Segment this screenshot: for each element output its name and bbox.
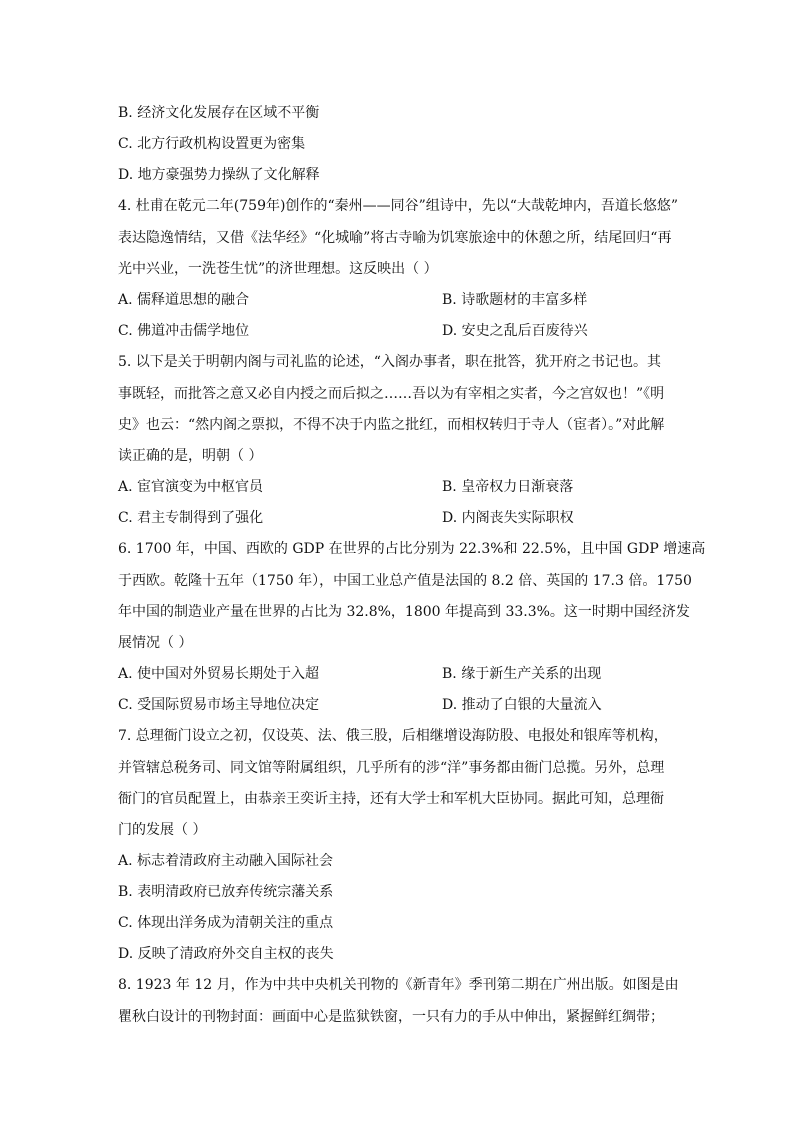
q3-option-b: B. 经济文化发展存在区域不平衡 <box>118 105 320 121</box>
q3-option-c: C. 北方行政机构设置更为密集 <box>118 136 306 152</box>
q7-stem-line: 门的发展（ ） <box>118 822 207 838</box>
q7-stem-line: 衙门的官员配置上，由恭亲王奕䜣主持，还有大学士和军机大臣协同。据此可知，总理衙 <box>118 791 664 807</box>
q7-option-c: C. 体现出洋务成为清朝关注的重点 <box>118 915 334 931</box>
q6-option-d: D. 推动了白银的大量流入 <box>442 697 602 713</box>
q4-option-a: A. 儒释道思想的融合 <box>118 292 250 308</box>
q5-stem-line: 事既轻，而批答之意又必自内授之而后拟之……吾以为有宰相之实者，今之宫奴也！”《明 <box>118 386 665 402</box>
q7-stem-line: 并管辖总税务司、同文馆等附属组织，几乎所有的涉“洋”事务都由衙门总揽。另外，总理 <box>118 760 665 776</box>
q5-stem-line: 5. 以下是关于明朝内阁与司礼监的论述，“入阁办事者，职在批答，犹开府之书记也。其 <box>118 354 661 370</box>
q7-option-a: A. 标志着清政府主动融入国际社会 <box>118 853 334 869</box>
q6-option-a: A. 使中国对外贸易长期处于入超 <box>118 666 320 682</box>
q5-option-b: B. 皇帝权力日渐衰落 <box>442 479 574 495</box>
q6-stem-line: 6. 1700 年，中国、西欧的 GDP 在世界的占比分别为 22.3%和 22.5%，且中国 GDP 增速高 <box>118 541 706 557</box>
q5-option-c: C. 君主专制得到了强化 <box>118 510 264 526</box>
q6-stem-line: 年中国的制造业产量在世界的占比为 32.8%，1800 年提高到 33.3%。这一时期中国经济发 <box>118 604 690 620</box>
q5-option-d: D. 内阁丧失实际职权 <box>442 510 574 526</box>
q4-stem-line: 4. 杜甫在乾元二年(759年)创作的“秦州——同谷”组诗中，先以“大哉乾坤内，吾道长悠悠” <box>118 198 679 214</box>
q5-stem-line: 读正确的是，明朝（ ） <box>118 448 263 464</box>
q4-stem-line: 光中兴业，一洗苍生忧”的济世理想。这反映出（ ） <box>118 261 438 277</box>
q7-option-d: D. 反映了清政府外交自主权的丧失 <box>118 946 334 962</box>
q6-option-b: B. 缘于新生产关系的出现 <box>442 666 602 682</box>
q7-option-b: B. 表明清政府已放弃传统宗藩关系 <box>118 884 334 900</box>
q6-stem-line: 于西欧。乾隆十五年（1750 年），中国工业总产值是法国的 8.2 倍、英国的 17.3 倍。1750 <box>118 573 692 589</box>
q4-option-c: C. 佛道冲击儒学地位 <box>118 323 250 339</box>
q7-stem-line: 7. 总理衙门设立之初，仅设英、法、俄三股，后相继增设海防股、电报处和银库等机构， <box>118 728 668 744</box>
q5-stem-line: 史》也云：“然内阁之票拟，不得不决于内监之批红，而相权转归于寺人（宦者）。”对此解 <box>118 417 665 433</box>
q5-option-a: A. 宦官演变为中枢官员 <box>118 479 264 495</box>
q8-stem-line: 8. 1923 年 12 月，作为中共中央机关刊物的《新青年》季刊第二期在广州出版。如图是由 <box>118 977 679 993</box>
q4-option-d: D. 安史之乱后百废待兴 <box>442 323 588 339</box>
q8-stem-line: 瞿秋白设计的刊物封面：画面中心是监狱铁窗，一只有力的手从中伸出，紧握鲜红绸带； <box>118 1009 664 1025</box>
q3-option-d: D. 地方豪强势力操纵了文化解释 <box>118 167 320 183</box>
q4-stem-line: 表达隐逸情结，又借《法华经》“化城喻”将古寺喻为饥寒旅途中的休憩之所，结尾回归“再 <box>118 230 672 246</box>
q6-stem-line: 展情况（ ） <box>118 635 193 651</box>
q6-option-c: C. 受国际贸易市场主导地位决定 <box>118 697 320 713</box>
q4-option-b: B. 诗歌题材的丰富多样 <box>442 292 588 308</box>
